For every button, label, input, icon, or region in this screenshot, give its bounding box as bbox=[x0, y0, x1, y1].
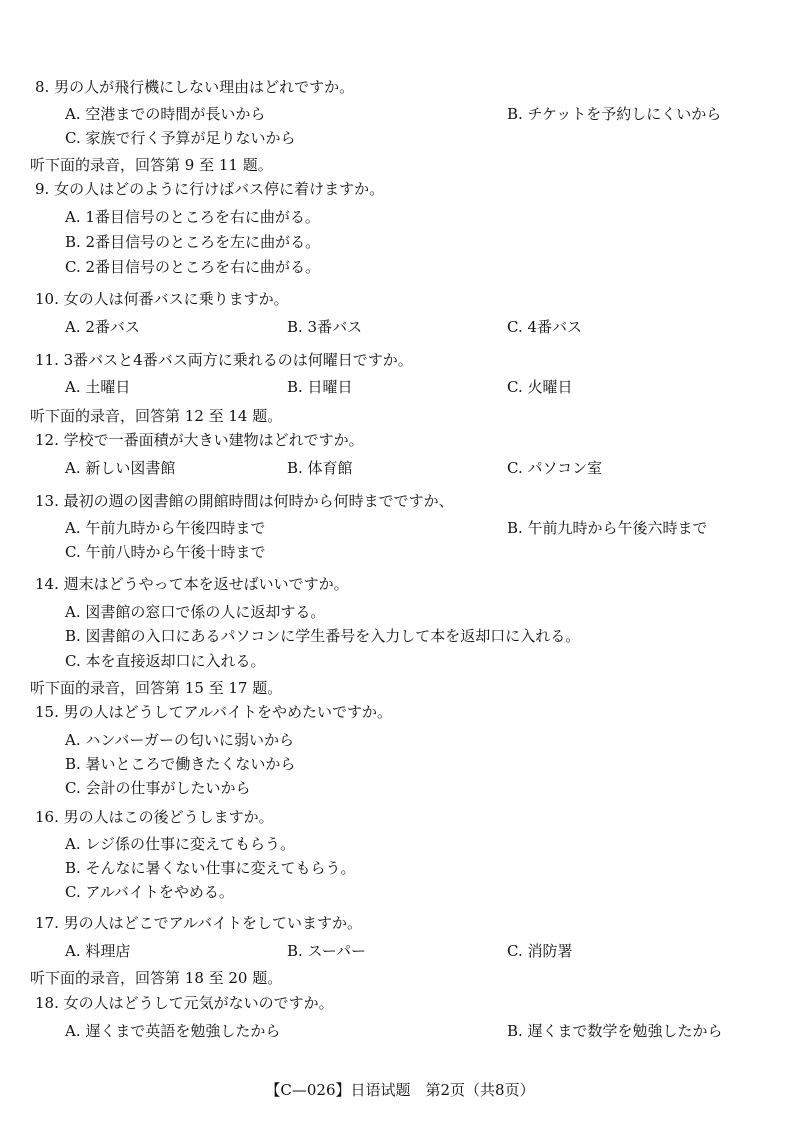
question-8: 8. 男の人が飛行機にしない理由はどれですか。 bbox=[35, 78, 355, 96]
q17-option-a: A. 料理店 bbox=[65, 942, 131, 960]
q18-option-a: A. 遅くまで英語を勉強したから bbox=[65, 1022, 281, 1040]
question-12: 12. 学校で一番面積が大きい建物はどれですか。 bbox=[35, 431, 364, 449]
q13-option-b: B. 午前九時から午後六時まで bbox=[507, 519, 708, 537]
q16-option-c: C. アルバイトをやめる。 bbox=[65, 883, 234, 901]
question-9: 9. 女の人はどのように行けばバス停に着けますか。 bbox=[35, 180, 385, 198]
question-14: 14. 週末はどうやって本を返せばいいですか。 bbox=[35, 575, 349, 593]
q13-option-a: A. 午前九時から午後四時まで bbox=[65, 519, 266, 537]
page-footer: 【C—026】日语试题 第2页（共8页） bbox=[265, 1081, 535, 1099]
q10-option-b: B. 3番バス bbox=[287, 318, 363, 336]
q16-option-b: B. そんなに暑くない仕事に変えてもらう。 bbox=[65, 859, 356, 877]
q8-option-c: C. 家族で行く予算が足りないから bbox=[65, 129, 296, 147]
q15-option-b: B. 暑いところで働きたくないから bbox=[65, 755, 296, 773]
q11-option-a: A. 土曜日 bbox=[65, 378, 131, 396]
q11-option-b: B. 日曜日 bbox=[287, 378, 353, 396]
q8-option-b: B. チケットを予約しにくいから bbox=[507, 105, 722, 123]
q18-option-b: B. 遅くまで数学を勉強したから bbox=[507, 1022, 723, 1040]
q10-option-a: A. 2番バス bbox=[65, 318, 140, 336]
section-heading-18-20: 听下面的录音，回答第 18 至 20 题。 bbox=[30, 969, 283, 987]
section-heading-9-11: 听下面的录音，回答第 9 至 11 题。 bbox=[30, 156, 273, 174]
question-13: 13. 最初の週の図書館の開館時間は何時から何時までですか、 bbox=[35, 492, 454, 510]
question-15: 15. 男の人はどうしてアルバイトをやめたいですか。 bbox=[35, 703, 392, 721]
q11-option-c: C. 火曜日 bbox=[507, 378, 573, 396]
q15-option-c: C. 会計の仕事がしたいから bbox=[65, 779, 251, 797]
q13-option-c: C. 午前八時から午後十時まで bbox=[65, 543, 266, 561]
question-16: 16. 男の人はこの後どうしますか。 bbox=[35, 808, 274, 826]
q9-option-a: A. 1番目信号のところを右に曲がる。 bbox=[65, 208, 320, 226]
q17-option-b: B. スーパー bbox=[287, 942, 367, 960]
q14-option-b: B. 図書館の入口にあるパソコンに学生番号を入力して本を返却口に入れる。 bbox=[65, 627, 581, 645]
question-18: 18. 女の人はどうして元気がないのですか。 bbox=[35, 994, 334, 1012]
section-heading-15-17: 听下面的录音，回答第 15 至 17 题。 bbox=[30, 679, 283, 697]
q12-option-b: B. 体育館 bbox=[287, 459, 353, 477]
question-10: 10. 女の人は何番バスに乗りますか。 bbox=[35, 290, 289, 308]
q9-option-c: C. 2番目信号のところを右に曲がる。 bbox=[65, 258, 321, 276]
q10-option-c: C. 4番バス bbox=[507, 318, 583, 336]
q9-option-b: B. 2番目信号のところを左に曲がる。 bbox=[65, 233, 321, 251]
q15-option-a: A. ハンバーガーの匂いに弱いから bbox=[65, 731, 295, 749]
q14-option-c: C. 本を直接返却口に入れる。 bbox=[65, 652, 266, 670]
q12-option-c: C. パソコン室 bbox=[507, 459, 603, 477]
q12-option-a: A. 新しい図書館 bbox=[65, 459, 176, 477]
question-17: 17. 男の人はどこでアルバイトをしていますか。 bbox=[35, 914, 362, 932]
q17-option-c: C. 消防署 bbox=[507, 942, 573, 960]
q14-option-a: A. 図書館の窓口で係の人に返却する。 bbox=[65, 603, 326, 621]
question-11: 11. 3番バスと4番バス両方に乗れるのは何曜日ですか。 bbox=[35, 351, 413, 369]
section-heading-12-14: 听下面的录音，回答第 12 至 14 题。 bbox=[30, 407, 283, 425]
q16-option-a: A. レジ係の仕事に変えてもらう。 bbox=[65, 835, 295, 853]
q8-option-a: A. 空港までの時間が長いから bbox=[65, 105, 266, 123]
